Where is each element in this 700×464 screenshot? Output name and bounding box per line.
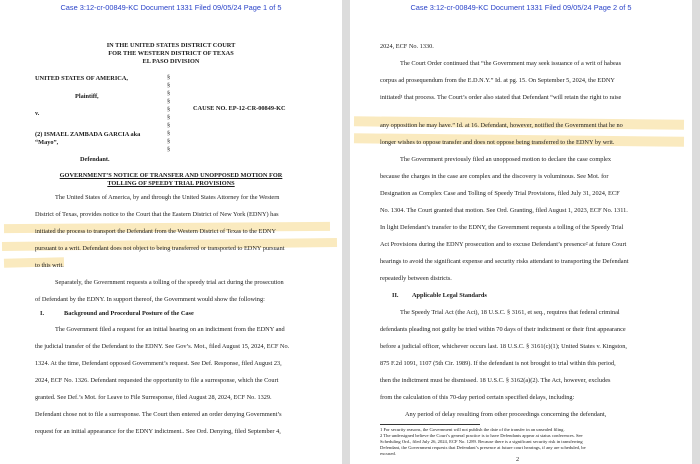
section-heading-number: II. — [392, 292, 399, 299]
section-mark: § — [167, 74, 171, 81]
paragraph-line: from the calculation of this 70-day period certain specified delays, including: — [380, 394, 575, 401]
paragraph-line: defendants pleading not guilty be tried within 70 days of their indictment or their first appearance — [380, 326, 626, 333]
paragraph-line: the judicial transfer of the Defendant to the EDNY. See Gov’s. Mot., filed August 15, 2024, ECF No. — [35, 343, 290, 350]
paragraph-line: 875 F.2d 1091, 1107 (5th Cir. 1989). If the defendant is not brought to trial within this period, — [380, 360, 616, 367]
paragraph-line: any opposition he may have.” Id. at 16. Defendant, however, notified the Government that he no — [380, 122, 623, 129]
paragraph-line: corpus ad prosequendum from the E.D.N.Y.” Id. at pg. 15. On September 5, 2024, the EDNY — [380, 77, 615, 84]
paragraph-line: before a judicial officer, whichever occurs last. 18 U.S.C. § 3161(c)(1); United States v. Kingston, — [380, 343, 628, 350]
section-mark: § — [167, 106, 171, 113]
paragraph-line: repeatedly between districts. — [380, 275, 452, 282]
defendant-name: (2) ISMAEL ZAMBADA GARCIA aka — [35, 131, 141, 138]
document-title-line-2: TOLLING OF SPEEDY TRIAL PROVISIONS — [107, 180, 235, 187]
paragraph-line: longer wishes to oppose transfer and does not oppose being transferred to the EDNY by writ. — [380, 139, 615, 146]
paragraph-line: No. 1304. The Court granted that motion. See Ord. Granting, filed August 1, 2023, ECF No. 1311. — [380, 207, 628, 214]
section-mark: § — [167, 114, 171, 121]
paragraph-line: Act Provisions during the EDNY prosecution and to excuse Defendant’s presence² at future Court — [380, 241, 627, 248]
paragraph-line: Defendant chose not to file a surresponse. The Court then entered an order denying Government’s — [35, 411, 282, 418]
paragraph-line: to this writ. — [35, 262, 64, 269]
section-heading: Applicable Legal Standards — [412, 292, 487, 299]
paragraph-line: then the indictment must be dismissed. 18 U.S.C. § 3162(a)(2). The Act, however, excludes — [380, 377, 611, 384]
footnote-line: 2 The undersigned believe the Court’s general practice is to have Defendants appear at status conferences. See — [380, 433, 583, 438]
page-number: 2 — [516, 456, 520, 463]
section-mark: § — [167, 146, 171, 153]
footnote-divider — [380, 424, 480, 425]
block-quote-line: Any period of delay resulting from other proceedings concerning the defendant, — [405, 411, 607, 418]
section-mark: § — [167, 82, 171, 89]
footnote-line: Scheduling Ord., filed July 26, 2024, ECF No. 1289. Because there is a significant security risk in transferring — [380, 439, 583, 444]
paragraph-line: The Court Order continued that “the Government may seek issuance of a writ of habeas — [400, 60, 622, 67]
section-heading: Background and Procedural Posture of the Case — [64, 310, 194, 317]
paragraph-line: pursuant to a writ. Defendant does not object to being transferred or transported to EDNY pursuant — [35, 245, 285, 252]
paragraph-line: Designation as Complex Case and Tolling of Speedy Trial Provisions, filed July 31, 2024, ECF — [380, 190, 620, 197]
paragraph-line: The Government filed a request for an initial hearing on an indictment from the EDNY and — [55, 326, 285, 333]
paragraph-line: of Defendant by the EDNY. In support thereof, the Government would show the following: — [35, 296, 265, 303]
paragraph-line: hearings to avoid the significant expense and security risks attendant to transporting the Defendant — [380, 258, 629, 265]
plaintiff-name: UNITED STATES OF AMERICA, — [35, 75, 128, 82]
section-mark: § — [167, 130, 171, 137]
paragraph-line: granted. See Def.’s Mot. for Leave to File Surresponse, filed August 28, 2024, ECF No. 1329. — [35, 394, 272, 401]
versus: v. — [35, 110, 40, 117]
paragraph-line: 2024, ECF No. 1330. — [380, 43, 434, 50]
section-mark: § — [167, 122, 171, 129]
paragraph-line: request for an initial appearance for the EDNY indictment.. See Ord. Denying, filed September 4, — [35, 428, 281, 435]
paragraph-line: The Government previously filed an unopposed motion to declare the case complex — [400, 156, 612, 163]
document-page-2 — [350, 0, 692, 464]
court-name-line: IN THE UNITED STATES DISTRICT COURT — [106, 42, 236, 49]
document-page-1 — [0, 0, 342, 464]
cause-number: CAUSE NO. EP-12-CR-00849-KC — [193, 105, 286, 112]
paragraph-line: The United States of America, by and through the United States Attorney for the Western — [55, 194, 280, 201]
paragraph-line: District of Texas, provides notice to the Court that the Eastern District of New York (EDNY) has — [35, 211, 279, 218]
defendant-alias: “Mayo”, — [35, 139, 59, 146]
defendant-role: Defendant. — [80, 156, 110, 163]
paragraph-line: initiated¹ that process. The Court’s order also stated that Defendant “will retain the right to raise — [380, 94, 622, 101]
footnote-line: 1 For security reasons, the Government will not publish the date of the transfer in an unsealed filing. — [380, 427, 565, 432]
section-mark: § — [167, 90, 171, 97]
paragraph-line: because the charges in the case are complex and the discovery is voluminous. See Mot. for — [380, 173, 609, 180]
footnote-line: Defendant, the Government requests that Defendant’s presence at future court hearings, if any are scheduled, be — [380, 445, 586, 450]
paragraph-line: initiated the process to transport the Defendant from the Western District of Texas to the EDNY — [35, 228, 277, 235]
paragraph-line: Separately, the Government requests a tolling of the speedy trial act during the prosecution — [55, 279, 284, 286]
paragraph-line: In light Defendant’s transfer to the EDNY, the Government requests a tolling of the Speedy Trial — [380, 224, 624, 231]
page-header: Case 3:12-cr-00849-KC Document 1331 Filed 09/05/24 Page 1 of 5 — [60, 3, 282, 12]
paragraph-line: The Speedy Trial Act (the Act), 18 U.S.C. § 3161, et seq., requires that federal criminal — [400, 309, 620, 316]
footnote-line: excused. — [380, 451, 396, 456]
document-title-line-1: GOVERNMENT’S NOTICE OF TRANSFER AND UNOPPOSED MOTION FOR — [59, 172, 283, 179]
page-header: Case 3:12-cr-00849-KC Document 1331 Filed 09/05/24 Page 2 of 5 — [410, 3, 632, 12]
section-mark: § — [167, 138, 171, 145]
section-heading-number: I. — [40, 310, 45, 317]
section-mark: § — [167, 98, 171, 105]
court-district-line: FOR THE WESTERN DISTRICT OF TEXAS — [108, 50, 234, 57]
paragraph-line: 1324. At the time, Defendant opposed Government’s request. See Def. Response, filed August 23, — [35, 360, 282, 367]
court-division-line: EL PASO DIVISION — [142, 58, 200, 65]
plaintiff-role: Plaintiff, — [75, 93, 99, 100]
paragraph-line: 2024, ECF No. 1326. Defendant requested the opportunity to file a surresponse, which the Court — [35, 377, 279, 384]
